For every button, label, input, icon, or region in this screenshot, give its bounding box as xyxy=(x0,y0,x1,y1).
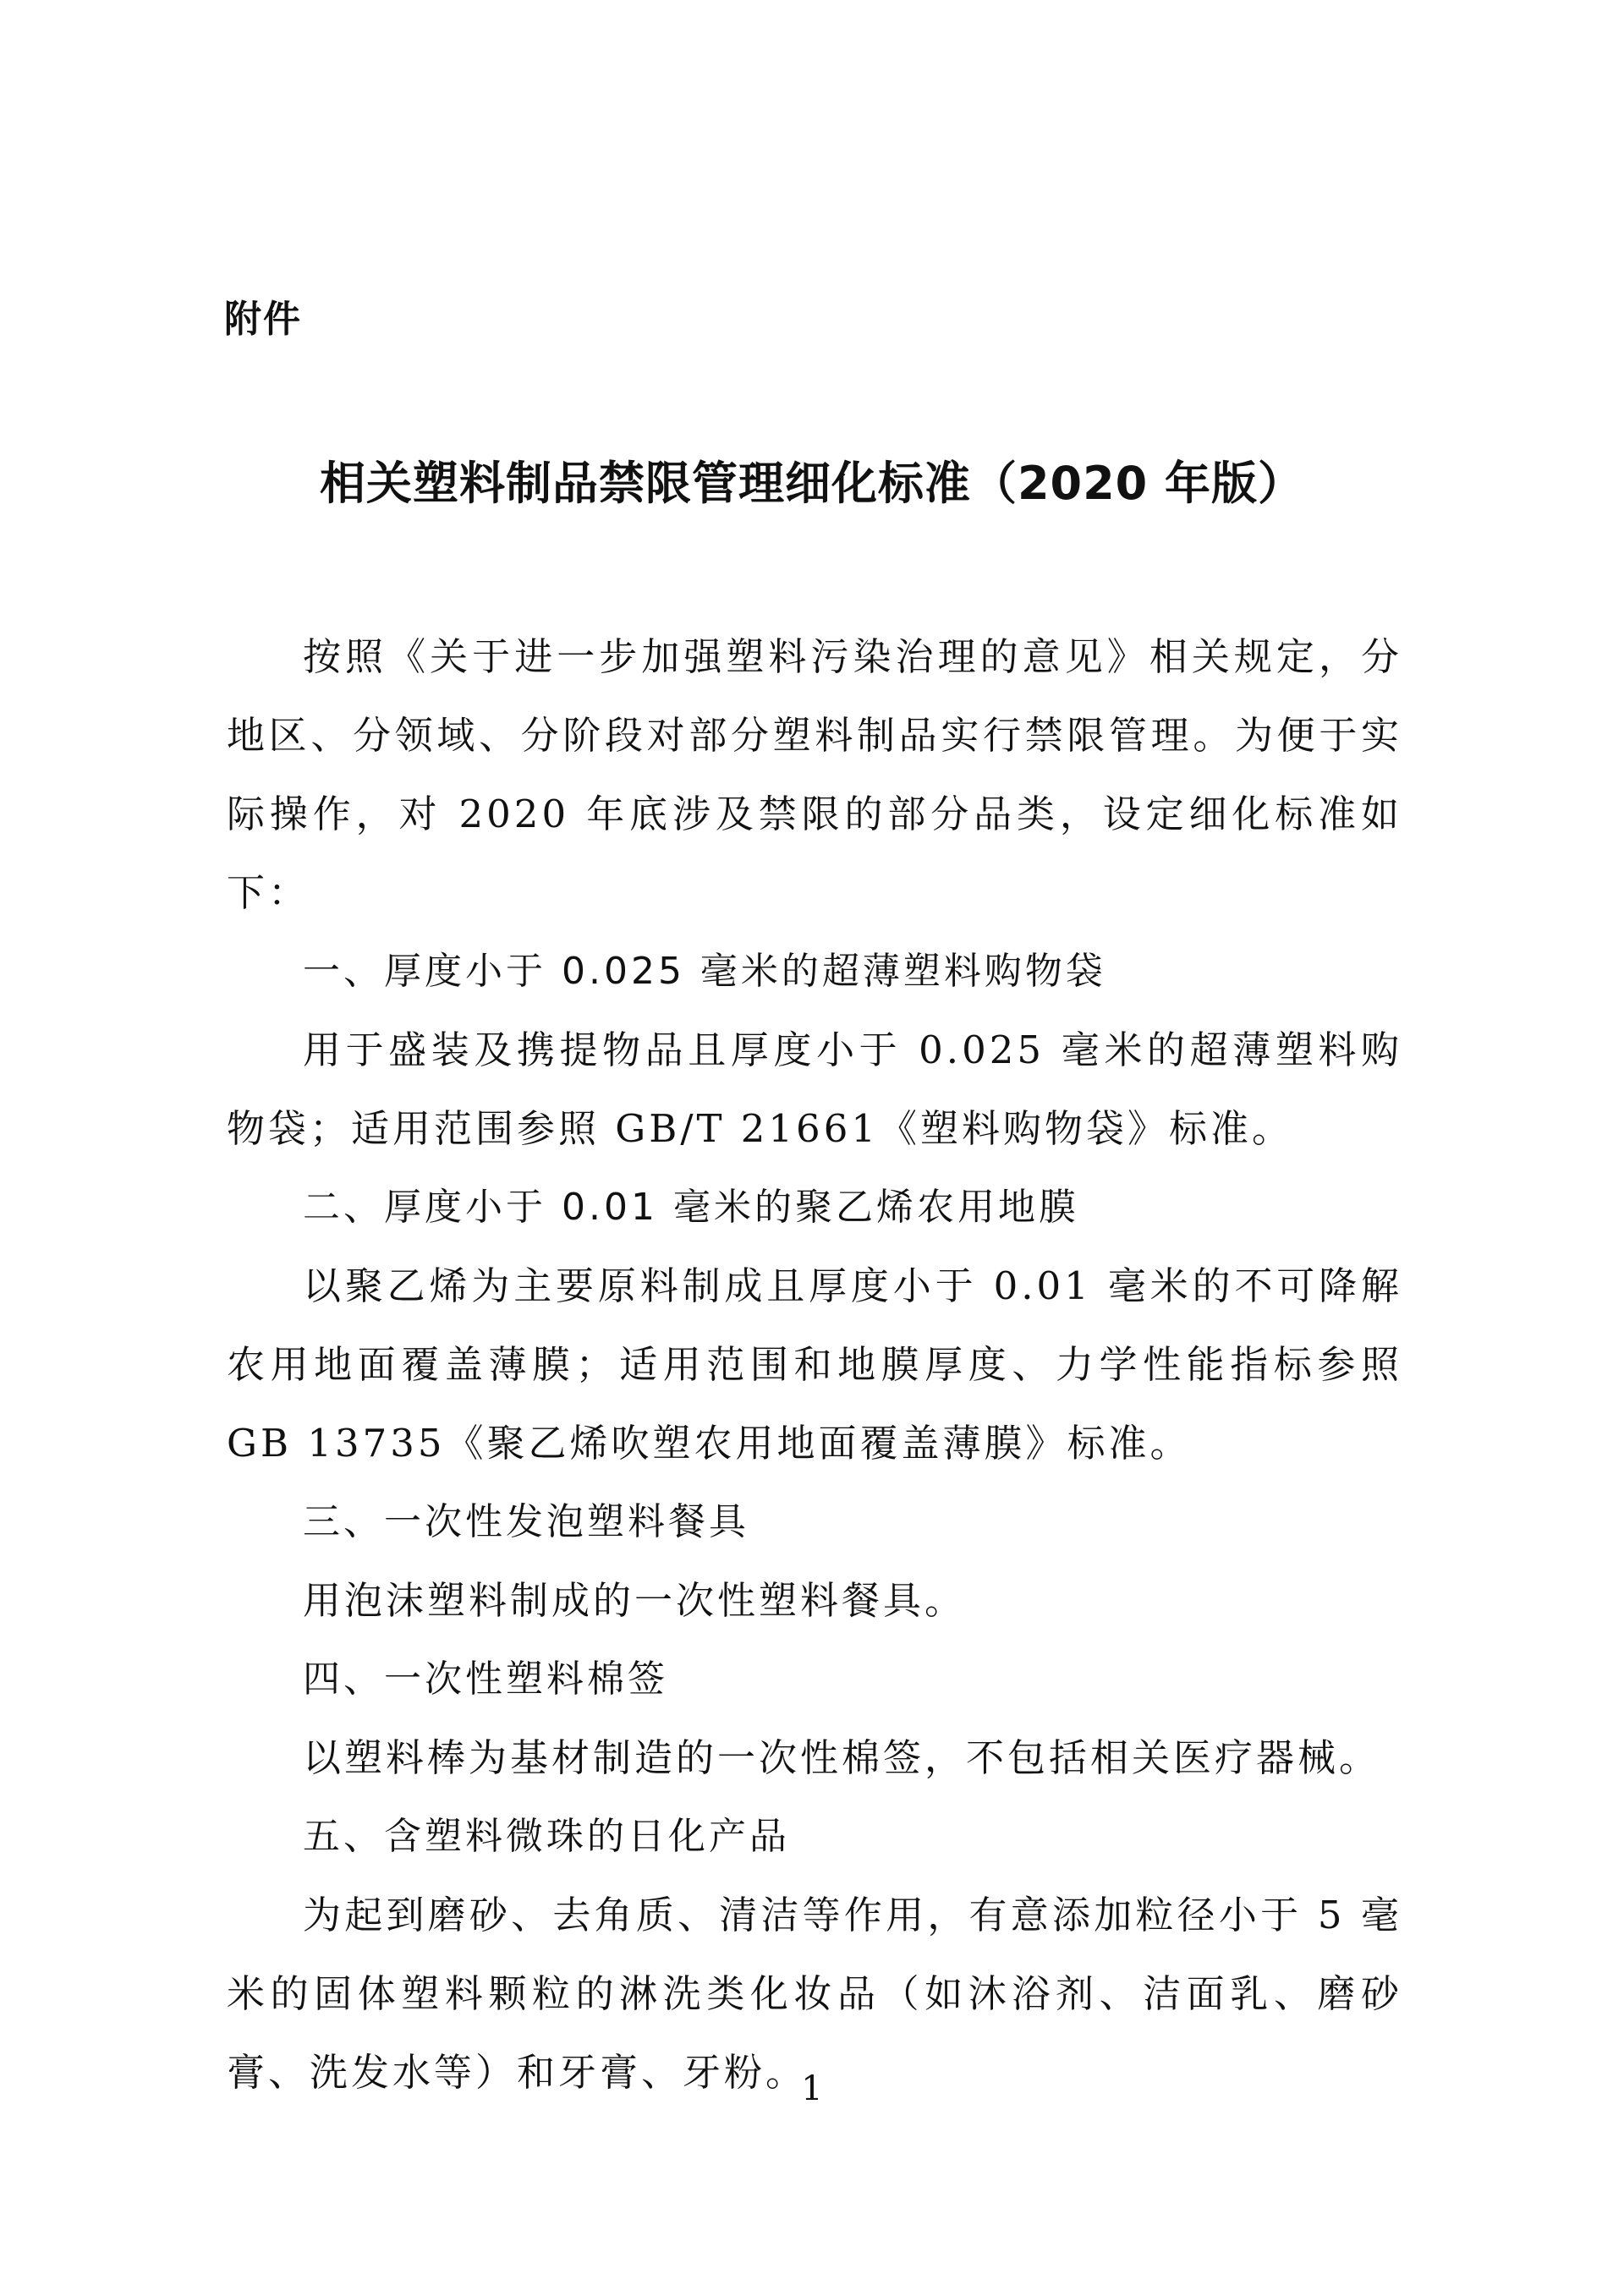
section-heading-5: 五、含塑料微珠的日化产品 xyxy=(303,1815,790,1858)
section-heading-3: 三、一次性发泡塑料餐具 xyxy=(303,1500,749,1543)
intro-paragraph: 按照《关于进一步加强塑料污染治理的意见》相关规定，分地区、分领域、分阶段对部分塑料制品实行禁限管理。为便于实际操作，对 2020 年底涉及禁限的部分品类，设定细化标准如下： xyxy=(227,634,1402,915)
section-text-4: 以塑料棒为基材制造的一次性棉签，不包括相关医疗器械。 xyxy=(303,1735,1381,1780)
section-text-3: 用泡沫塑料制成的一次性塑料餐具。 xyxy=(303,1578,967,1623)
document-body xyxy=(227,617,1402,2112)
page-number: 1 xyxy=(801,2069,823,2108)
section-text-1: 用于盛装及携提物品且厚度小于 0.025 毫米的超薄塑料购物袋；适用范围参照 GB/T 21661《塑料购物袋》标准。 xyxy=(227,1027,1402,1151)
section-text-2: 以聚乙烯为主要原料制成且厚度小于 0.01 毫米的不可降解农用地面覆盖薄膜；适用范围和地膜厚度、力学性能指标参照 GB 13735《聚乙烯吹塑农用地面覆盖薄膜》标准。 xyxy=(227,1263,1402,1466)
attachment-label: 附件 xyxy=(224,298,302,341)
section-heading-2: 二、厚度小于 0.01 毫米的聚乙烯农用地膜 xyxy=(303,1186,1079,1229)
section-heading-4: 四、一次性塑料棉签 xyxy=(303,1658,668,1701)
section-text-5: 为起到磨砂、去角质、清洁等作用，有意添加粒径小于 5 毫米的固体塑料颗粒的淋洗类化妆品（如沐浴剂、洁面乳、磨砂膏、洗发水等）和牙膏、牙粉。 xyxy=(227,1893,1402,2095)
section-heading-1: 一、厚度小于 0.025 毫米的超薄塑料购物袋 xyxy=(303,950,1106,993)
document-title: 相关塑料制品禁限管理细化标准（2020 年版） xyxy=(319,457,1305,510)
